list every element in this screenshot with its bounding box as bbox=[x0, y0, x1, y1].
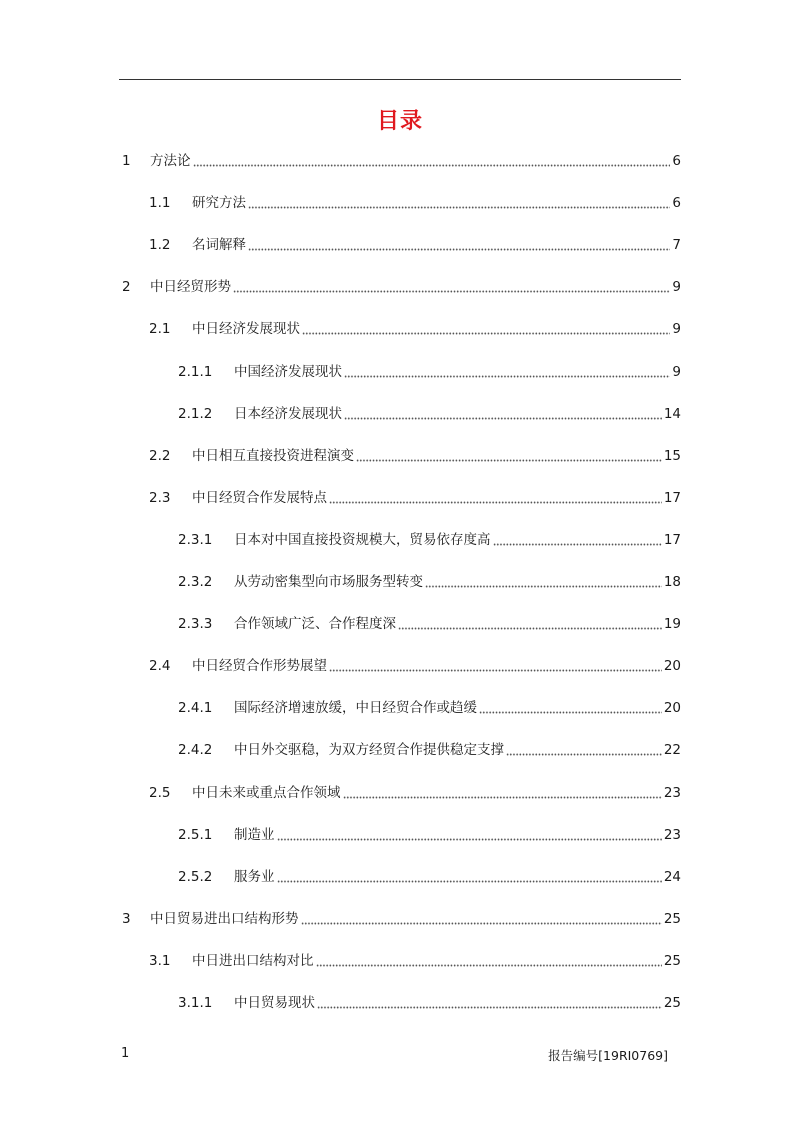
toc-dot-leader bbox=[248, 248, 670, 251]
toc-entry[interactable] bbox=[178, 825, 681, 845]
toc-entry-number: 2.3.1 bbox=[178, 532, 213, 548]
toc-entry-title: 中日贸易进出口结构形势 bbox=[150, 911, 299, 927]
toc-entry-number: 2.4 bbox=[149, 658, 171, 674]
toc-dot-leader bbox=[506, 753, 662, 756]
toc-entry-title: 中国经济发展现状 bbox=[234, 364, 342, 380]
toc-entry-number: 2.2 bbox=[149, 448, 171, 464]
toc-entry[interactable] bbox=[178, 404, 681, 424]
toc-dot-leader bbox=[329, 501, 662, 504]
toc-entry-number: 2.3 bbox=[149, 490, 171, 506]
toc-entry-number: 1 bbox=[122, 153, 131, 169]
toc-entry-title: 合作领域广泛、合作程度深 bbox=[234, 616, 396, 632]
toc-entry[interactable] bbox=[122, 277, 681, 297]
toc-entry-number: 2.1.2 bbox=[178, 406, 213, 422]
toc-entry-page: 25 bbox=[663, 953, 681, 969]
toc-dot-leader bbox=[398, 627, 662, 630]
toc-entry-page: 24 bbox=[663, 869, 681, 885]
toc-dot-leader bbox=[317, 1006, 662, 1009]
toc-entry-page: 19 bbox=[663, 616, 681, 632]
toc-entry[interactable] bbox=[178, 993, 681, 1013]
toc-entry-title: 制造业 bbox=[234, 827, 275, 843]
toc-entry[interactable] bbox=[149, 951, 681, 971]
toc-entry[interactable] bbox=[178, 362, 681, 382]
toc-entry-number: 2.4.1 bbox=[178, 700, 213, 716]
toc-entry[interactable] bbox=[149, 193, 681, 213]
toc-entry-page: 20 bbox=[663, 658, 681, 674]
toc-entry-title: 中日进出口结构对比 bbox=[192, 953, 314, 969]
toc-entry-number: 2.1.1 bbox=[178, 364, 213, 380]
toc-entry[interactable] bbox=[149, 319, 681, 339]
toc-entry-page: 22 bbox=[663, 742, 681, 758]
toc-dot-leader bbox=[356, 459, 662, 462]
toc-dot-leader bbox=[479, 711, 662, 714]
header-rule bbox=[119, 79, 681, 80]
toc-entry-number: 3.1.1 bbox=[178, 995, 213, 1011]
toc-entry-title: 日本对中国直接投资规模大，贸易依存度高 bbox=[234, 532, 491, 548]
toc-entry-number: 1.1 bbox=[149, 195, 171, 211]
toc-entry-page: 17 bbox=[663, 490, 681, 506]
toc-entry-title: 研究方法 bbox=[192, 195, 246, 211]
toc-entry-page: 25 bbox=[663, 995, 681, 1011]
toc-entry-title: 中日贸易现状 bbox=[234, 995, 315, 1011]
toc-entry-title: 中日外交驱稳，为双方经贸合作提供稳定支撑 bbox=[234, 742, 504, 758]
toc-entry-number: 2.5.2 bbox=[178, 869, 213, 885]
toc-entry-number: 3 bbox=[122, 911, 131, 927]
toc-entry-page: 6 bbox=[672, 153, 681, 169]
toc-title: 目录 bbox=[376, 109, 423, 134]
toc-entry[interactable] bbox=[178, 530, 681, 550]
toc-dot-leader bbox=[277, 880, 662, 883]
toc-entry-page: 6 bbox=[672, 195, 681, 211]
toc-entry[interactable] bbox=[178, 572, 681, 592]
toc-entry-page: 25 bbox=[663, 911, 681, 927]
toc-entry-page: 23 bbox=[663, 785, 681, 801]
toc-entry-page: 18 bbox=[663, 574, 681, 590]
toc-dot-leader bbox=[344, 375, 670, 378]
toc-entry-title: 中日未来或重点合作领域 bbox=[192, 785, 341, 801]
toc-entry[interactable] bbox=[122, 909, 681, 929]
toc-entry-title: 中日经济发展现状 bbox=[192, 321, 300, 337]
toc-entry-number: 2.3.3 bbox=[178, 616, 213, 632]
toc-dot-leader bbox=[493, 543, 662, 546]
toc-entry[interactable] bbox=[178, 698, 681, 718]
toc-entry[interactable] bbox=[149, 783, 681, 803]
toc-entry-number: 2.5 bbox=[149, 785, 171, 801]
toc-dot-leader bbox=[301, 922, 662, 925]
toc-entry-page: 23 bbox=[663, 827, 681, 843]
footer-report-code: 报告编号[19RI0769] bbox=[548, 1048, 668, 1063]
toc-dot-leader bbox=[277, 838, 662, 841]
toc-entry-title: 名词解释 bbox=[192, 237, 246, 253]
toc-dot-leader bbox=[425, 585, 662, 588]
toc-dot-leader bbox=[233, 290, 670, 293]
toc-entry-page: 17 bbox=[663, 532, 681, 548]
toc-entry-title: 服务业 bbox=[234, 869, 275, 885]
toc-entry-title: 日本经济发展现状 bbox=[234, 406, 342, 422]
toc-entry-page: 15 bbox=[663, 448, 681, 464]
toc-entry[interactable] bbox=[149, 446, 681, 466]
toc-dot-leader bbox=[302, 332, 670, 335]
toc-entry[interactable] bbox=[178, 740, 681, 760]
toc-entry-title: 中日经贸形势 bbox=[150, 279, 231, 295]
toc-dot-leader bbox=[248, 206, 670, 209]
toc-entry-page: 20 bbox=[663, 700, 681, 716]
toc-entry-title: 中日经贸合作发展特点 bbox=[192, 490, 327, 506]
toc-dot-leader bbox=[343, 796, 662, 799]
toc-entry-page: 9 bbox=[672, 279, 681, 295]
footer-page-number: 1 bbox=[121, 1046, 130, 1061]
toc-entry-number: 2.4.2 bbox=[178, 742, 213, 758]
toc-entry-page: 9 bbox=[672, 364, 681, 380]
toc-entry-number: 3.1 bbox=[149, 953, 171, 969]
toc-entry[interactable] bbox=[178, 867, 681, 887]
toc-entry-number: 2 bbox=[122, 279, 131, 295]
toc-dot-leader bbox=[344, 417, 662, 420]
toc-entry-title: 国际经济增速放缓，中日经贸合作或趋缓 bbox=[234, 700, 477, 716]
toc-entry[interactable] bbox=[122, 151, 681, 171]
toc-entry-page: 7 bbox=[672, 237, 681, 253]
toc-entry[interactable] bbox=[178, 614, 681, 634]
toc-entry-number: 2.3.2 bbox=[178, 574, 213, 590]
toc-entry[interactable] bbox=[149, 656, 681, 676]
toc-entry-number: 1.2 bbox=[149, 237, 171, 253]
toc-dot-leader bbox=[193, 164, 671, 167]
toc-entry-number: 2.5.1 bbox=[178, 827, 213, 843]
toc-entry-number: 2.1 bbox=[149, 321, 171, 337]
toc-entry-page: 9 bbox=[672, 321, 681, 337]
toc-entry[interactable] bbox=[149, 488, 681, 508]
toc-entry-title: 从劳动密集型向市场服务型转变 bbox=[234, 574, 423, 590]
toc-entry-page: 14 bbox=[663, 406, 681, 422]
toc-dot-leader bbox=[329, 669, 662, 672]
toc-entry-title: 方法论 bbox=[150, 153, 191, 169]
toc-entry[interactable] bbox=[149, 235, 681, 255]
toc-entry-title: 中日经贸合作形势展望 bbox=[192, 658, 327, 674]
toc-dot-leader bbox=[316, 964, 662, 967]
toc-entry-title: 中日相互直接投资进程演变 bbox=[192, 448, 354, 464]
